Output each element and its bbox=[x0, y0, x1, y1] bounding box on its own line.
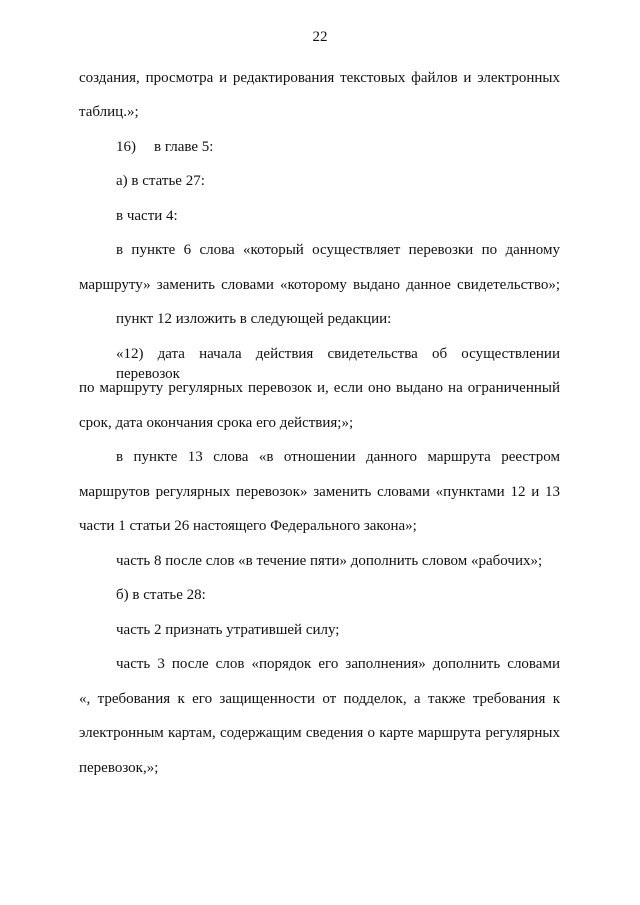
text-line-6: в пункте 6 слова «который осуществляет перевозки по данному bbox=[116, 242, 560, 258]
text-line-8: пункт 12 изложить в следующей редакции: bbox=[116, 311, 392, 327]
text-line-1: создания, просмотра и редактирования текстовых файлов и электронных bbox=[79, 70, 560, 86]
list-item-text: в главе 5: bbox=[154, 139, 214, 155]
text-line-5: в части 4: bbox=[116, 208, 178, 224]
text-line-13: маршрутов регулярных перевозок» заменить словами «пунктами 12 и 13 bbox=[79, 484, 560, 500]
text-line-18: часть 3 после слов «порядок его заполнения» дополнить словами bbox=[116, 656, 560, 672]
list-item-number: 16) bbox=[116, 139, 136, 155]
text-line-7: маршруту» заменить словами «которому выдано данное свидетельство»; bbox=[79, 277, 560, 293]
text-line-10: по маршруту регулярных перевозок и, если оно выдано на ограниченный bbox=[79, 380, 560, 396]
text-line-4: а) в статье 27: bbox=[116, 173, 205, 189]
text-line-16: б) в статье 28: bbox=[116, 587, 206, 603]
list-item-16 bbox=[116, 137, 560, 157]
text-line-21: перевозок,»; bbox=[79, 760, 159, 776]
text-line-14: части 1 статьи 26 настоящего Федерального закона»; bbox=[79, 518, 417, 534]
text-line-17: часть 2 признать утратившей силу; bbox=[116, 622, 340, 638]
text-line-12: в пункте 13 слова «в отношении данного маршрута реестром bbox=[116, 449, 560, 465]
page-number: 22 bbox=[312, 29, 328, 45]
text-line-15: часть 8 после слов «в течение пяти» дополнить словом «рабочих»; bbox=[116, 553, 543, 569]
text-line-11: срок, дата окончания срока его действия;»; bbox=[79, 415, 354, 431]
text-line-9: «12) дата начала действия свидетельства об осуществлении перевозок bbox=[116, 346, 560, 382]
text-line-19: «, требования к его защищенности от подделок, а также требования к bbox=[79, 691, 560, 707]
text-line-20: электронным картам, содержащим сведения о карте маршрута регулярных bbox=[79, 725, 560, 741]
text-line-2: таблиц.»; bbox=[79, 104, 139, 120]
